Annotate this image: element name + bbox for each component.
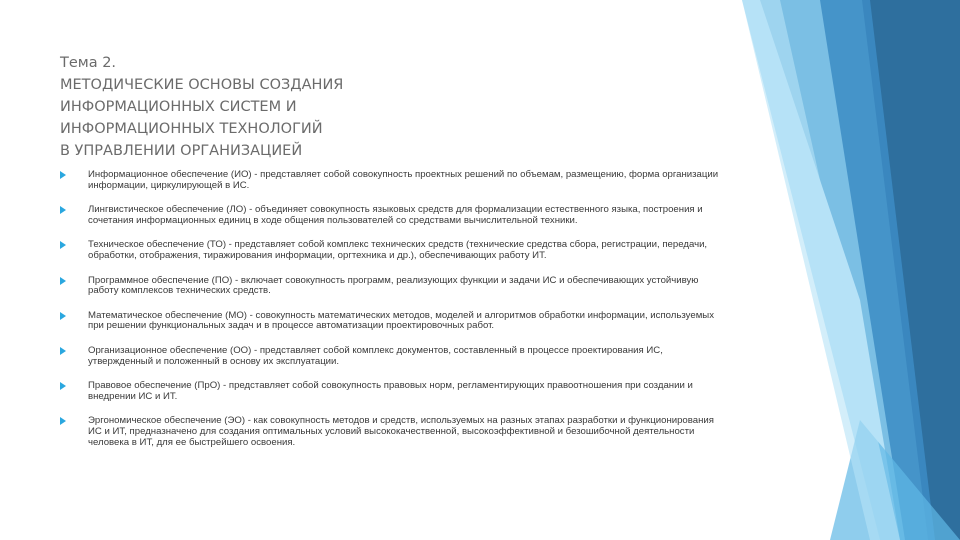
bullet-item-software-support xyxy=(60,276,730,297)
bullet-item-mathematical-support xyxy=(60,311,730,332)
arrow-bullet-icon xyxy=(60,241,66,249)
arrow-bullet-icon xyxy=(60,417,66,425)
title-line-4: ИНФОРМАЦИОННЫХ ТЕХНОЛОГИЙ xyxy=(60,121,323,137)
bullet-item-ergonomic-support xyxy=(60,416,730,448)
bullet-text: Техническое обеспечение (ТО) - представляет собой комплекс технических средств (технические средства сбора, регистрации, передачи, обработки, отображения, тиражирования информации, оргтехника и др.), обеспечивающих работу ИТ. xyxy=(88,239,708,261)
bullet-item-organizational-support xyxy=(60,346,730,367)
bullet-item-legal-support xyxy=(60,381,730,402)
title-line-1: Тема 2. xyxy=(60,55,117,71)
title-line-3: ИНФОРМАЦИОННЫХ СИСТЕМ И xyxy=(60,99,297,115)
arrow-bullet-icon xyxy=(60,347,66,355)
bullet-item-information-support xyxy=(60,170,730,191)
arrow-bullet-icon xyxy=(60,382,66,390)
title-line-2: МЕТОДИЧЕСКИЕ ОСНОВЫ СОЗДАНИЯ xyxy=(60,77,344,93)
slide-title xyxy=(60,52,620,162)
bullet-item-linguistic-support xyxy=(60,205,730,226)
bullet-text: Организационное обеспечение (ОО) - представляет собой комплекс документов, составленный в процессе проектирования ИС, утвержденный и положенный в основу их эксплуатации. xyxy=(88,344,663,367)
arrow-bullet-icon xyxy=(60,206,66,214)
bullet-text: Эргономическое обеспечение (ЭО) - как совокупность методов и средств, используемых на разных этапах разработки и функционирования ИС и ИТ, предназначено для создания оптимальных условий высококачественной, высокоэффективной и безошибочной деятельности человека в ИТ, для ее быстрейшего освоения. xyxy=(88,415,714,448)
arrow-bullet-icon xyxy=(60,277,66,285)
arrow-bullet-icon xyxy=(60,312,66,320)
bullet-text: Информационное обеспечение (ИО) - представляет собой совокупность проектных решений по объемам, размещению, форма организации информации, циркулирующей в ИС. xyxy=(88,169,719,191)
bullet-text: Программное обеспечение (ПО) - включает совокупность программ, реализующих функции и задачи ИС и обеспечивающих устойчивую работу комплексов технических средств. xyxy=(88,274,699,297)
arrow-bullet-icon xyxy=(60,171,66,179)
bullet-text: Математическое обеспечение (МО) - совокупность математических методов, моделей и алгоритмов обработки информации, используемых при решении функциональных задач и в процессе автоматизации проектировочных работ. xyxy=(88,309,714,332)
title-line-5: В УПРАВЛЕНИИ ОРГАНИЗАЦИЕЙ xyxy=(60,143,303,159)
bullet-list xyxy=(60,170,730,462)
bullet-text: Правовое обеспечение (ПрО) - представляет собой совокупность правовых норм, регламентирующих правоотношения при создании и внедрении ИС и ИТ. xyxy=(88,380,693,402)
bullet-item-technical-support xyxy=(60,240,730,261)
bullet-text: Лингвистическое обеспечение (ЛО) - объединяет совокупность языковых средств для формализации естественного языка, построения и сочетания информационных единиц в ходе общения пользователей со средствами вычислительной техники. xyxy=(88,204,703,226)
